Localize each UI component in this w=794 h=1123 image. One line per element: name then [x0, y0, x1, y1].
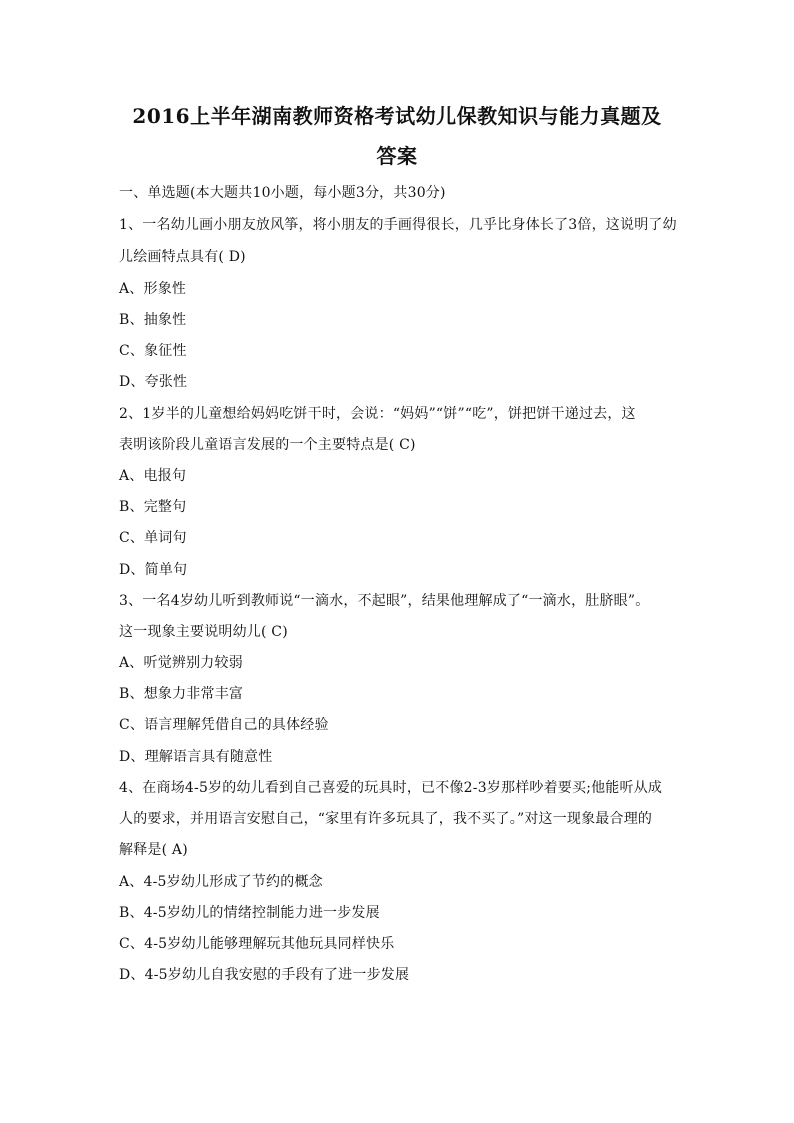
- question-3-option-c: C、语言理解凭借自己的具体经验: [119, 717, 329, 733]
- question-3-option-d: D、理解语言具有随意性: [119, 749, 273, 765]
- question-2-option-c: C、单词句: [119, 530, 187, 546]
- question-1-stem-line-2: 儿绘画特点具有( D): [119, 249, 246, 265]
- question-3-stem-line-1: 3、一名4岁幼儿听到教师说“一滴水，不起眼”，结果他理解成了“一滴水，肚脐眼”。: [119, 593, 650, 609]
- question-4-option-a: A、4-5岁幼儿形成了节约的概念: [119, 874, 323, 890]
- question-2-option-d: D、简单句: [119, 562, 188, 578]
- question-3-option-b: B、想象力非常丰富: [119, 686, 244, 702]
- document-title-line-2: 答案: [376, 144, 418, 168]
- section-heading: 一、单选题(本大题共10小题，每小题3分，共30分): [119, 185, 446, 201]
- question-4-option-b: B、4-5岁幼儿的情绪控制能力进一步发展: [119, 905, 380, 921]
- document-title-line-1: 2016上半年湖南教师资格考试幼儿保教知识与能力真题及: [132, 104, 662, 128]
- question-2-option-b: B、完整句: [119, 499, 187, 515]
- question-2-stem-line-2: 表明该阶段儿童语言发展的一个主要特点是( C): [119, 437, 416, 453]
- question-1-stem-line-1: 1、一名幼儿画小朋友放风筝，将小朋友的手画得很长，几乎比身体长了3倍，这说明了幼: [119, 217, 677, 233]
- question-4-option-c: C、4-5岁幼儿能够理解玩其他玩具同样快乐: [119, 936, 395, 952]
- question-1-option-a: A、形象性: [119, 281, 187, 297]
- question-4-option-d: D、4-5岁幼儿自我安慰的手段有了进一步发展: [119, 967, 410, 983]
- question-1-option-b: B、抽象性: [119, 312, 187, 328]
- question-2-stem-line-1: 2、1岁半的儿童想给妈妈吃饼干时，会说：“妈妈”“饼”“吃”，饼把饼干递过去，这: [119, 406, 636, 422]
- question-3-stem-line-2: 这一现象主要说明幼儿( C): [119, 624, 288, 640]
- question-4-stem-line-1: 4、在商场4-5岁的幼儿看到自己喜爱的玩具时，已不像2-3岁那样吵着要买;他能听从成: [119, 780, 663, 796]
- question-1-option-c: C、象征性: [119, 343, 187, 359]
- question-4-stem-line-2: 人的要求，并用语言安慰自己，“家里有许多玩具了，我不买了。”对这一现象最合理的: [119, 811, 653, 827]
- question-4-stem-line-3: 解释是( A): [119, 842, 188, 858]
- question-1-option-d: D、夸张性: [119, 374, 188, 390]
- question-2-option-a: A、电报句: [119, 468, 187, 484]
- question-3-option-a: A、听觉辨别力较弱: [119, 655, 243, 671]
